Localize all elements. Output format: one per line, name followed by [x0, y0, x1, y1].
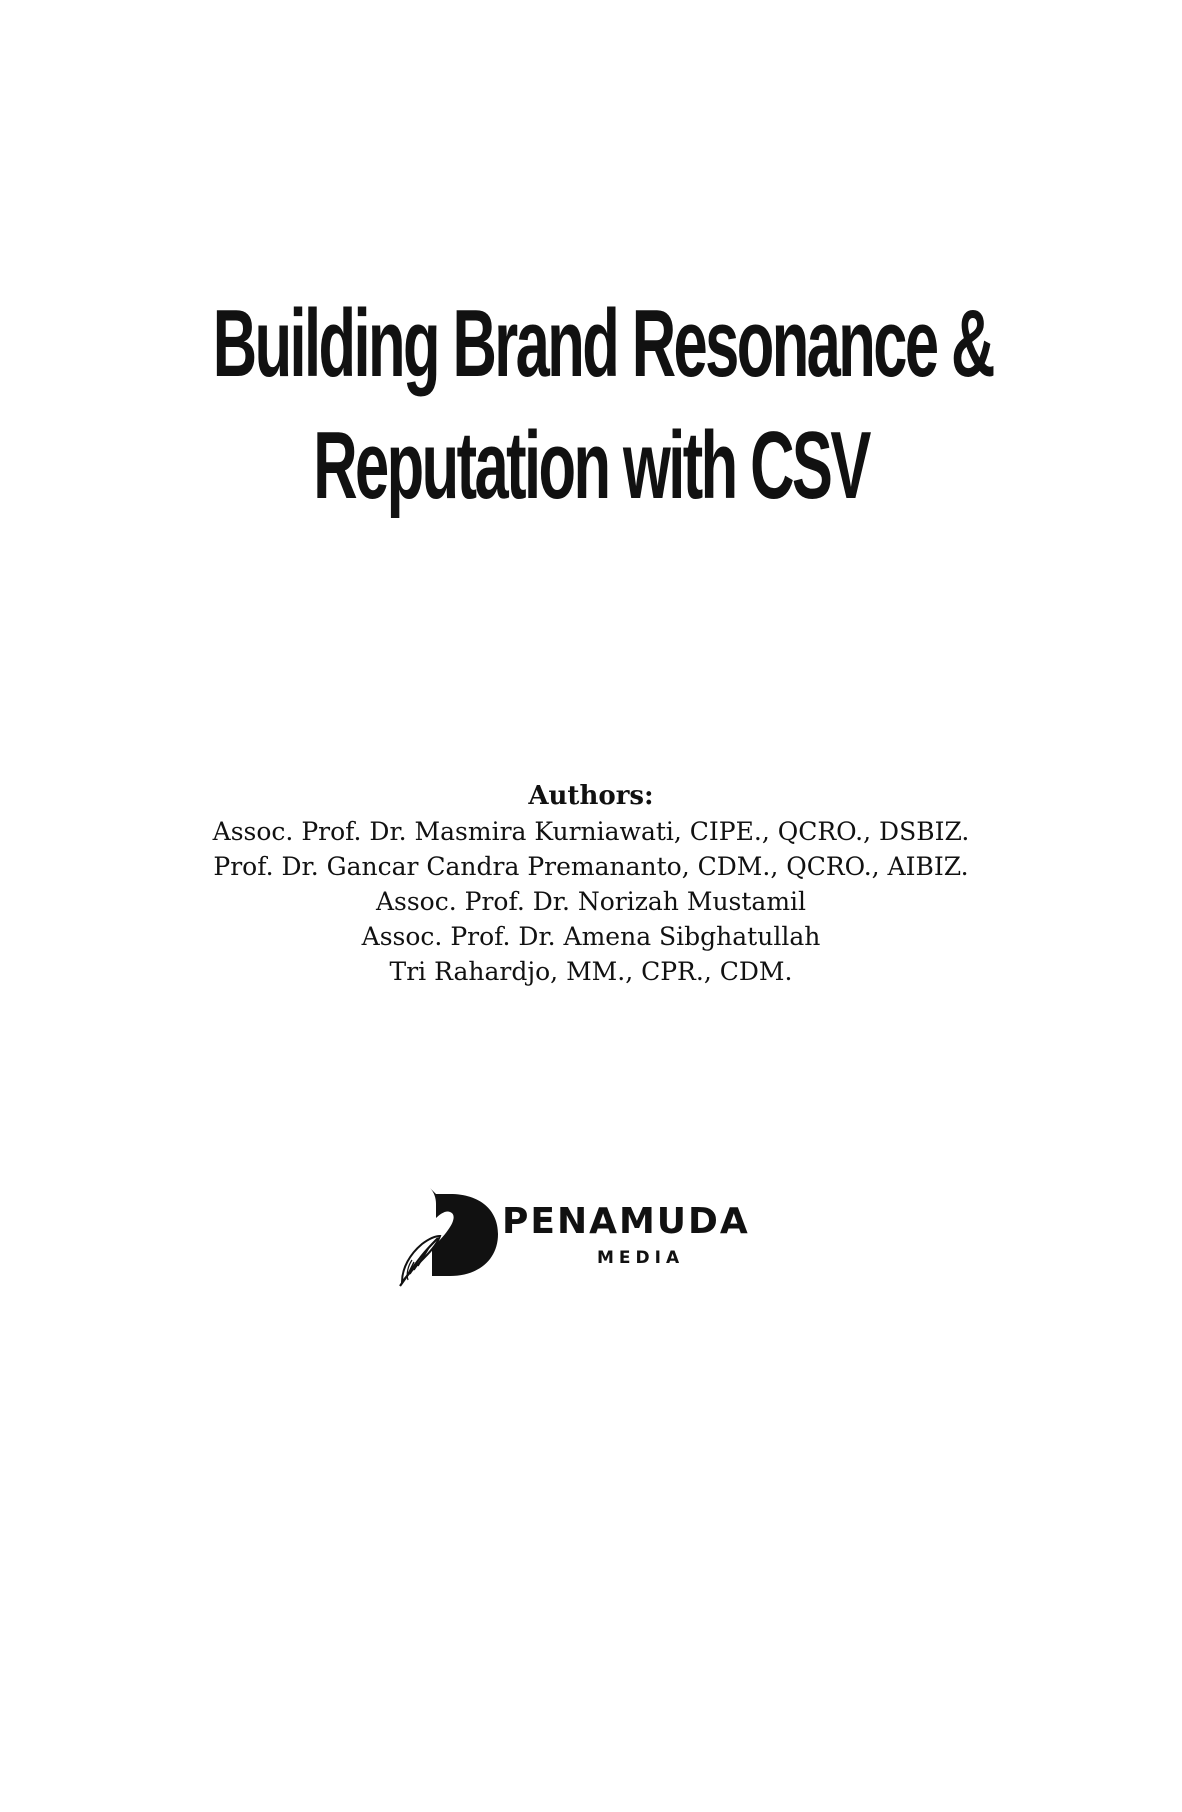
- publisher-logo: [392, 1182, 802, 1292]
- authors-section: [0, 778, 1182, 989]
- author-name: Assoc. Prof. Dr. Norizah Mustamil: [375, 887, 807, 916]
- author-name: Prof. Dr. Gancar Candra Premananto, CDM., QCRO., AIBIZ.: [213, 852, 969, 881]
- book-title: [0, 283, 1182, 527]
- book-title-line-2: Reputation with CSV: [313, 412, 869, 519]
- author-name: Assoc. Prof. Dr. Amena Sibghatullah: [361, 922, 821, 951]
- feather-d-logo-icon: [392, 1182, 502, 1292]
- book-title-line-1: Building Brand Resonance &: [212, 290, 993, 397]
- publisher-subname: MEDIA: [597, 1248, 685, 1268]
- publisher-name: PENAMUDA: [502, 1201, 750, 1242]
- author-name: Assoc. Prof. Dr. Masmira Kurniawati, CIPE., QCRO., DSBIZ.: [212, 817, 970, 846]
- author-list: [0, 814, 1182, 989]
- authors-heading: Authors:: [528, 781, 654, 811]
- author-name: Tri Rahardjo, MM., CPR., CDM.: [389, 957, 793, 986]
